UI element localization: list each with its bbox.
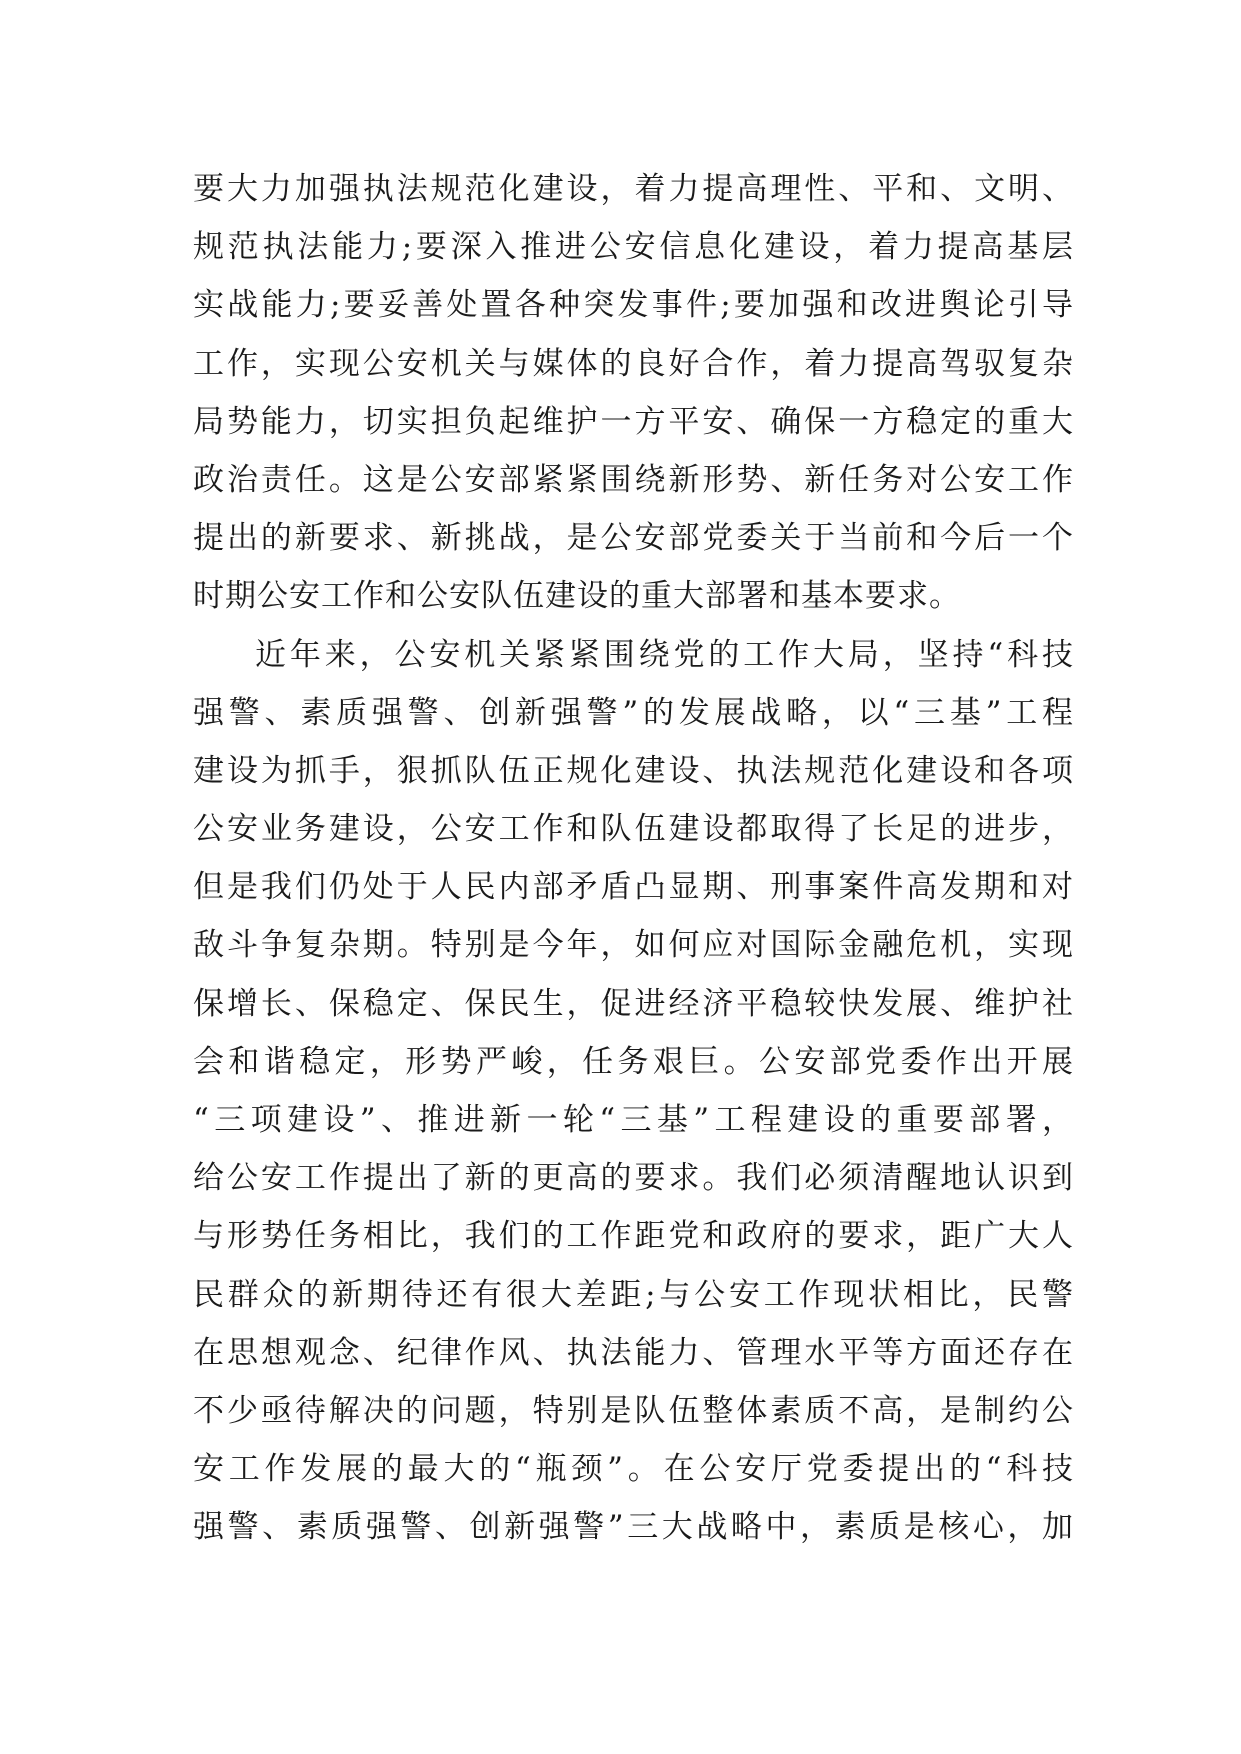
paragraph-2-line-16: 强警、素质强警、创新强警”三大战略中，素质是核心，加 (193, 1509, 1073, 1546)
paragraph-2-line-5: 但是我们仍处于人民内部矛盾凸显期、刑事案件高发期和对 (193, 869, 1073, 906)
paragraph-2 (193, 626, 1073, 1557)
paragraph-2-line-9: “三项建设”、推进新一轮“三基”工程建设的重要部署， (193, 1102, 1073, 1138)
paragraph-2-line-6: 敌斗争复杂期。特别是今年，如何应对国际金融危机，实现 (193, 927, 1073, 964)
paragraph-1-line-7: 提出的新要求、新挑战，是公安部党委关于当前和今后一个 (193, 520, 1073, 557)
paragraph-2-line-7: 保增长、保稳定、保民生，促进经济平稳较快发展、维护社 (193, 985, 1073, 1022)
paragraph-2-line-4: 公安业务建设，公安工作和队伍建设都取得了长足的进步， (193, 811, 1073, 848)
paragraph-2-line-11: 与形势任务相比，我们的工作距党和政府的要求，距广大人 (193, 1218, 1073, 1255)
paragraph-1-line-8: 时期公安工作和公安队伍建设的重大部署和基本要求。 (193, 578, 961, 615)
paragraph-2-line-15: 安工作发展的最大的“瓶颈”。在公安厅党委提出的“科技 (193, 1451, 1073, 1488)
paragraph-2-line-3: 建设为抓手，狠抓队伍正规化建设、执法规范化建设和各项 (193, 752, 1073, 789)
paragraph-1-line-6: 政治责任。这是公安部紧紧围绕新形势、新任务对公安工作 (193, 461, 1073, 498)
paragraph-2-line-1: 近年来，公安机关紧紧围绕党的工作大局，坚持“科技 (255, 636, 1073, 673)
paragraph-2-line-2: 强警、素质强警、创新强警”的发展战略，以“三基”工程 (193, 694, 1073, 731)
paragraph-2-line-12: 民群众的新期待还有很大差距;与公安工作现状相比，民警 (193, 1276, 1073, 1313)
paragraph-1-line-3: 实战能力;要妥善处置各种突发事件;要加强和改进舆论引导 (193, 287, 1073, 324)
paragraph-2-line-8: 会和谐稳定，形势严峻，任务艰巨。公安部党委作出开展 (193, 1043, 1073, 1080)
paragraph-2-line-10: 给公安工作提出了新的更高的要求。我们必须清醒地认识到 (193, 1160, 1073, 1197)
paragraph-1 (193, 160, 1073, 626)
paragraph-2-line-13: 在思想观念、纪律作风、执法能力、管理水平等方面还存在 (193, 1334, 1073, 1371)
paragraph-1-line-5: 局势能力，切实担负起维护一方平安、确保一方稳定的重大 (193, 403, 1073, 440)
document-body (193, 160, 1073, 1557)
paragraph-1-line-2: 规范执法能力;要深入推进公安信息化建设，着力提高基层 (193, 229, 1073, 266)
paragraph-2-line-14: 不少亟待解决的问题，特别是队伍整体素质不高，是制约公 (193, 1392, 1073, 1429)
paragraph-1-line-1: 要大力加强执法规范化建设，着力提高理性、平和、文明、 (193, 171, 1073, 207)
paragraph-1-line-4: 工作，实现公安机关与媒体的良好合作，着力提高驾驭复杂 (193, 345, 1073, 382)
